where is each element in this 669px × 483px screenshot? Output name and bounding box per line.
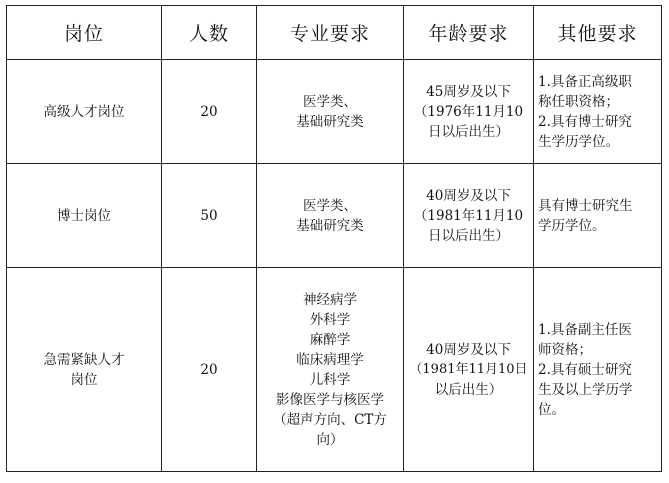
major-line: 神经病学 xyxy=(303,291,357,308)
major-line: （超声方向、CT方 xyxy=(273,411,387,428)
table-row xyxy=(7,60,662,164)
age-line: 45周岁及以下 xyxy=(426,83,511,100)
other-line: 位。 xyxy=(538,401,565,418)
age-line: （1976年11月10 xyxy=(413,103,524,120)
position-cell: 高级人才岗位 xyxy=(7,60,162,164)
recruitment-table xyxy=(6,5,662,472)
major-cell xyxy=(257,164,404,268)
other-line: 1.具备正高级职 xyxy=(538,73,632,90)
other-cell xyxy=(534,60,662,164)
age-line: （1981年11月10日 xyxy=(409,361,528,377)
major-line: 向） xyxy=(316,431,344,448)
other-line: 师资格； xyxy=(538,341,592,358)
other-line: 称任职资格； xyxy=(538,93,619,110)
count-cell: 20 xyxy=(162,268,257,472)
header-position: 岗位 xyxy=(7,6,162,60)
other-line: 生及以上学历学 xyxy=(538,381,633,398)
major-line: 医学类、 xyxy=(303,93,357,110)
count-cell: 50 xyxy=(162,164,257,268)
other-line: 学历学位。 xyxy=(538,217,606,234)
other-line: 2.具有硕士研究 xyxy=(538,361,632,378)
position-cell: 博士岗位 xyxy=(7,164,162,268)
other-line: 2.具有博士研究 xyxy=(538,113,632,130)
other-line: 具有博士研究生 xyxy=(538,197,633,214)
table-row xyxy=(7,268,662,472)
major-line: 麻醉学 xyxy=(309,331,351,348)
major-line: 儿科学 xyxy=(309,371,351,388)
header-count: 人数 xyxy=(162,6,257,60)
position-line: 急需紧缺人才 xyxy=(43,351,125,368)
major-cell xyxy=(257,268,404,472)
age-cell xyxy=(404,268,534,472)
major-line: 临床病理学 xyxy=(296,351,364,368)
age-line: 以后出生） xyxy=(434,381,503,398)
header-age: 年龄要求 xyxy=(404,6,534,60)
other-line: 生学历学位。 xyxy=(538,133,619,150)
age-line: 40周岁及以下 xyxy=(426,341,511,358)
other-cell xyxy=(534,164,662,268)
age-line: （1981年11月10 xyxy=(413,207,524,224)
position-line: 岗位 xyxy=(70,371,98,388)
age-line: 日以后出生） xyxy=(428,227,509,244)
table-row xyxy=(7,164,662,268)
header-major: 专业要求 xyxy=(257,6,404,60)
major-line: 外科学 xyxy=(309,311,351,328)
other-line: 1.具备副主任医 xyxy=(538,321,632,338)
age-line: 日以后出生） xyxy=(428,123,509,140)
major-line: 基础研究类 xyxy=(296,113,364,130)
major-line: 影像医学与核医学 xyxy=(276,391,384,408)
header-other: 其他要求 xyxy=(534,6,662,60)
other-cell xyxy=(534,268,662,472)
age-line: 40周岁及以下 xyxy=(426,187,511,204)
count-cell: 20 xyxy=(162,60,257,164)
age-cell xyxy=(404,60,534,164)
major-line: 医学类、 xyxy=(303,197,357,214)
header-row xyxy=(7,6,662,60)
major-cell xyxy=(257,60,404,164)
age-cell xyxy=(404,164,534,268)
major-line: 基础研究类 xyxy=(296,217,364,234)
position-cell xyxy=(7,268,162,472)
